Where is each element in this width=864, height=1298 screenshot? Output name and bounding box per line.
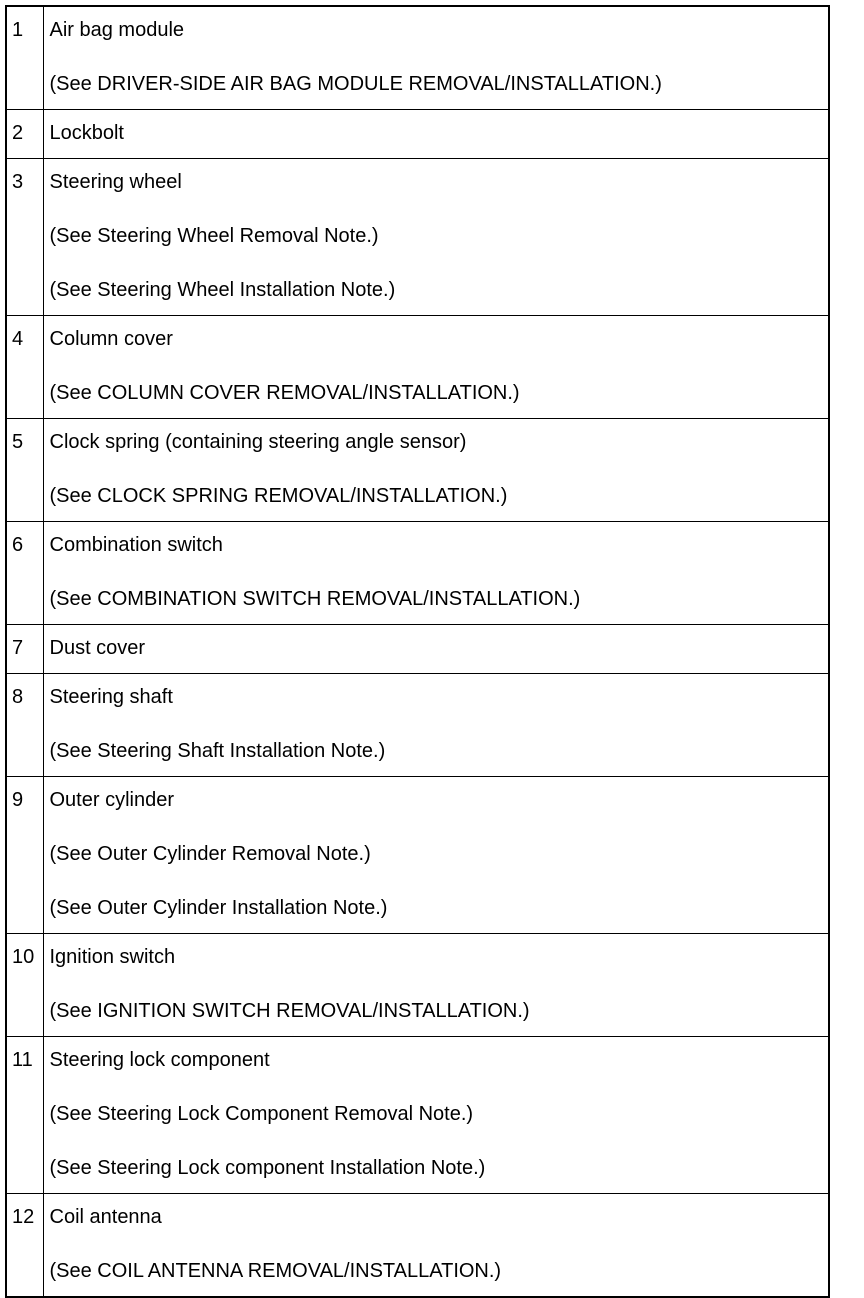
table-row [6,1194,829,1298]
part-description [43,777,829,934]
reference-note: (See Outer Cylinder Removal Note.) [49,843,371,865]
part-name: Steering wheel [49,171,182,193]
reference-note: (See Outer Cylinder Installation Note.) [49,897,388,919]
part-number: 1 [6,6,43,110]
part-description [43,522,829,625]
reference-note: (See DRIVER-SIDE AIR BAG MODULE REMOVAL/INSTALLATION.) [49,73,662,95]
part-number: 6 [6,522,43,625]
part-description [43,419,829,522]
part-name: Column cover [49,328,173,350]
part-description [43,1037,829,1194]
reference-note: (See Steering Shaft Installation Note.) [49,740,386,762]
reference-note: (See COLUMN COVER REMOVAL/INSTALLATION.) [49,382,520,404]
part-number: 4 [6,316,43,419]
table-row [6,625,829,674]
part-number: 2 [6,110,43,159]
table-row [6,159,829,316]
part-description [43,1194,829,1298]
table-row [6,522,829,625]
reference-note: (See IGNITION SWITCH REMOVAL/INSTALLATION.) [49,1000,530,1022]
part-name: Combination switch [49,534,223,556]
part-number: 8 [6,674,43,777]
part-description [43,159,829,316]
part-number: 5 [6,419,43,522]
part-description [43,674,829,777]
reference-note: (See Steering Lock Component Removal Note.) [49,1103,474,1125]
parts-table-body [6,6,829,1297]
table-row [6,934,829,1037]
parts-table [5,5,830,1298]
reference-note: (See Steering Wheel Removal Note.) [49,225,379,247]
part-description [43,625,829,674]
part-name: Ignition switch [49,946,176,968]
part-number: 12 [6,1194,43,1298]
part-name: Air bag module [49,19,185,41]
reference-note: (See CLOCK SPRING REMOVAL/INSTALLATION.) [49,485,508,507]
table-row [6,6,829,110]
reference-note: (See COMBINATION SWITCH REMOVAL/INSTALLATION.) [49,588,581,610]
part-number: 10 [6,934,43,1037]
part-name: Steering lock component [49,1049,270,1071]
part-name: Steering shaft [49,686,173,708]
part-description [43,6,829,110]
reference-note: (See Steering Wheel Installation Note.) [49,279,396,301]
table-row [6,674,829,777]
part-name: Coil antenna [49,1206,162,1228]
part-description [43,934,829,1037]
table-row [6,316,829,419]
part-number: 3 [6,159,43,316]
part-number: 9 [6,777,43,934]
part-description [43,110,829,159]
part-number: 7 [6,625,43,674]
part-name: Lockbolt [49,122,124,144]
table-row [6,419,829,522]
table-row [6,777,829,934]
table-row [6,110,829,159]
part-number: 11 [6,1037,43,1194]
part-name: Outer cylinder [49,789,174,811]
table-row [6,1037,829,1194]
part-name: Clock spring (containing steering angle sensor) [49,431,467,453]
part-description [43,316,829,419]
reference-note: (See COIL ANTENNA REMOVAL/INSTALLATION.) [49,1260,502,1282]
reference-note: (See Steering Lock component Installation Note.) [49,1157,486,1179]
part-name: Dust cover [49,637,146,659]
